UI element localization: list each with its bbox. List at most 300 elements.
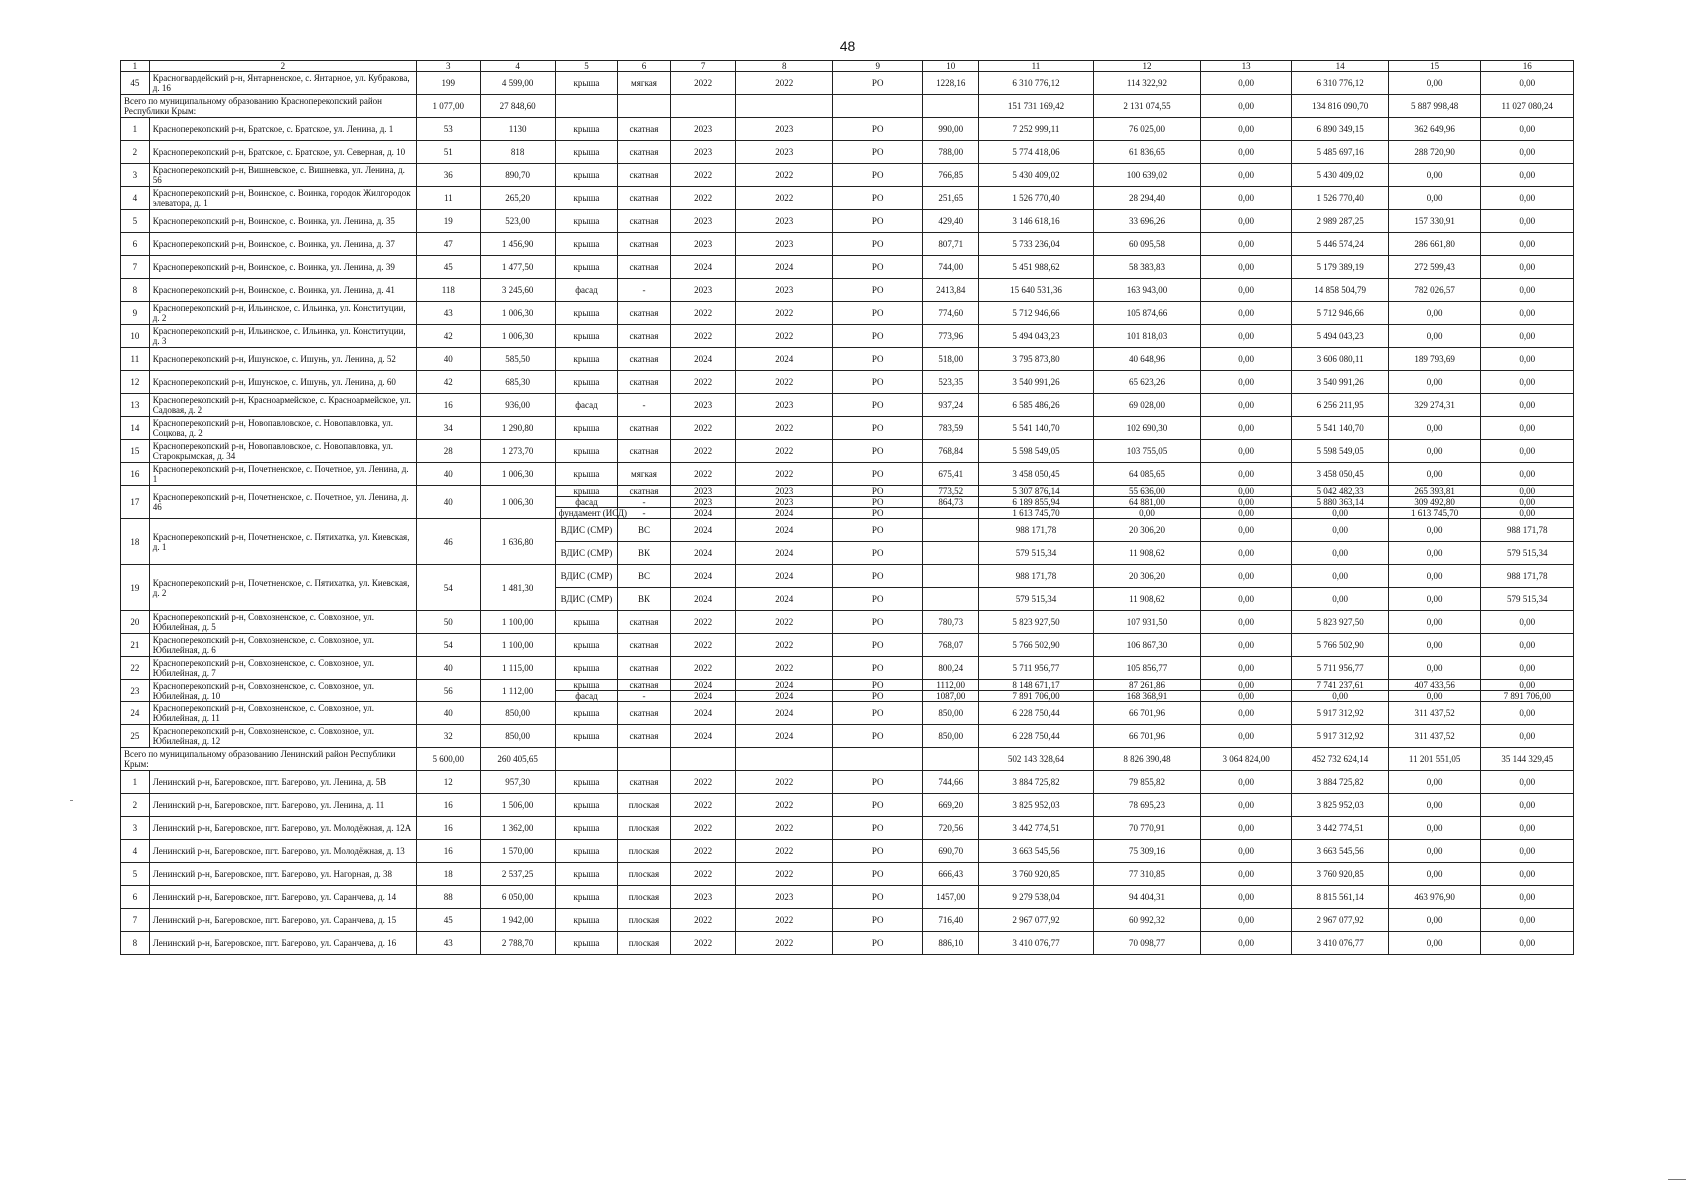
table-cell: 1 006,30 [480,486,555,519]
table-cell: 0,00 [1200,325,1291,348]
address-cell: Красноперекопский р-н, Вишневское, с. Вишневка, ул. Ленина, д. 56 [149,164,416,187]
table-row [121,657,1574,680]
column-number: 5 [555,61,618,72]
table-cell: 429,40 [923,210,978,233]
table-cell: 850,00 [480,725,555,748]
table-cell: 54 [416,565,480,611]
table-cell: 0,00 [1481,725,1574,748]
table-cell: 3 760 920,85 [978,863,1093,886]
table-cell: 7 891 706,00 [978,691,1093,702]
table-cell: 78 695,23 [1094,794,1201,817]
table-cell: 0,00 [1481,233,1574,256]
table-cell: РО [833,72,923,95]
row-number: 13 [121,394,150,417]
address-cell: Красноперекопский р-н, Братское, с. Братское, ул. Северная, д. 10 [149,141,416,164]
table-cell: 2 131 074,55 [1094,95,1201,118]
table-cell: 1 636,80 [480,519,555,565]
row-number: 1 [121,771,150,794]
table-cell: 5 917 312,92 [1292,725,1389,748]
table-cell: 40 [416,463,480,486]
table-cell: 5 541 140,70 [1292,417,1389,440]
table-cell: 102 690,30 [1094,417,1201,440]
table-cell: 0,00 [1481,932,1574,955]
table-cell: 1 477,50 [480,256,555,279]
address-cell: Красноперекопский р-н, Совхозненское, с. Совхозное, ул. Юбилейная, д. 5 [149,611,416,634]
table-cell: плоская [618,932,670,955]
row-number: 8 [121,279,150,302]
table-cell: плоская [618,886,670,909]
table-cell: 11 908,62 [1094,542,1201,565]
address-cell: Красноперекопский р-н, Почетненское, с. Пятихатка, ул. Киевская, д. 2 [149,565,416,611]
table-cell: 5 880 363,14 [1292,497,1389,508]
row-number: 23 [121,680,150,702]
table-cell: 744,66 [923,771,978,794]
table-cell: 3 442 774,51 [1292,817,1389,840]
table-cell: крыша [555,141,618,164]
table-cell: 87 261,86 [1094,680,1201,691]
table-cell: 1 006,30 [480,463,555,486]
table-cell: фасад [555,279,618,302]
table-cell: 0,00 [1200,371,1291,394]
table-cell: 850,00 [923,702,978,725]
table-cell: 251,65 [923,187,978,210]
table-cell: 3 825 952,03 [1292,794,1389,817]
repair-program-table [120,60,1574,955]
table-cell: 15 640 531,36 [978,279,1093,302]
table-cell: 5 823 927,50 [978,611,1093,634]
table-cell: 0,00 [1481,702,1574,725]
table-cell: РО [833,233,923,256]
table-row [121,210,1574,233]
table-cell: 362 649,96 [1388,118,1480,141]
table-cell: 2023 [736,141,833,164]
header-row [121,61,1574,72]
table-cell: 2022 [736,72,833,95]
table-cell: 0,00 [1200,680,1291,691]
address-cell: Красноперекопский р-н, Совхозненское, с. Совхозное, ул. Юбилейная, д. 11 [149,702,416,725]
table-cell: 0,00 [1481,771,1574,794]
table-cell: 2022 [670,371,736,394]
table-row [121,886,1574,909]
table-cell: 311 437,52 [1388,725,1480,748]
table-cell: 0,00 [1200,702,1291,725]
table-cell: 27 848,60 [480,95,555,118]
table-cell: 2 967 077,92 [978,909,1093,932]
row-number: 2 [121,794,150,817]
table-row [121,233,1574,256]
table-cell: 2022 [670,840,736,863]
table-row [121,680,1574,691]
address-cell: Красноперекопский р-н, Ильинское, с. Ильинка, ул. Конституции, д. 3 [149,325,416,348]
table-cell: 0,00 [1388,691,1480,702]
table-row [121,634,1574,657]
table-cell: 45 [416,256,480,279]
table-cell: 2022 [670,302,736,325]
row-number: 7 [121,909,150,932]
table-cell: 0,00 [1200,348,1291,371]
table-cell: 0,00 [1481,886,1574,909]
table-cell: РО [833,657,923,680]
table-cell: 14 858 504,79 [1292,279,1389,302]
table-cell: - [618,691,670,702]
table-cell: 45 [416,909,480,932]
table-cell: 0,00 [1388,794,1480,817]
address-cell: Красноперекопский р-н, Новопавловское, с. Новопавловка, ул. Старокрымская, д. 34 [149,440,416,463]
table-cell: РО [833,565,923,588]
table-cell: 5 733 236,04 [978,233,1093,256]
table-cell: мягкая [618,72,670,95]
address-cell: Ленинский р-н, Багеровское, пгт. Багерово, ул. Ленина, д. 11 [149,794,416,817]
table-cell: 0,00 [1292,519,1389,542]
table-cell: 3 410 076,77 [1292,932,1389,955]
table-cell: 0,00 [1481,256,1574,279]
table-cell: 43 [416,932,480,955]
column-number: 11 [978,61,1093,72]
table-cell: 1 006,30 [480,302,555,325]
table-cell: 28 294,40 [1094,187,1201,210]
row-number: 24 [121,702,150,725]
table-cell: 2023 [670,118,736,141]
table-cell: 65 623,26 [1094,371,1201,394]
table-cell: РО [833,909,923,932]
table-cell: 2024 [670,565,736,588]
table-cell: 61 836,65 [1094,141,1201,164]
total-label: Всего по муниципальному образованию Красноперекопский район Республики Крым: [121,95,417,118]
table-cell: 579 515,34 [1481,542,1574,565]
table-cell: 3 760 920,85 [1292,863,1389,886]
table-cell: 0,00 [1388,72,1480,95]
table-cell: 60 095,58 [1094,233,1201,256]
table-row [121,565,1574,588]
table-cell: 0,00 [1388,463,1480,486]
table-row [121,817,1574,840]
table-cell: 35 144 329,45 [1481,748,1574,771]
table-cell: 2022 [736,371,833,394]
table-cell: 94 404,31 [1094,886,1201,909]
table-cell: плоская [618,817,670,840]
table-cell: 88 [416,886,480,909]
table-cell: 0,00 [1200,909,1291,932]
table-cell: 2022 [736,611,833,634]
column-number: 8 [736,61,833,72]
table-cell: 0,00 [1292,691,1389,702]
table-cell: 0,00 [1388,519,1480,542]
table-cell: 1 100,00 [480,611,555,634]
empty-cell [555,748,618,771]
address-cell: Красноперекопский р-н, Ишунское, с. Ишунь, ул. Ленина, д. 60 [149,371,416,394]
table-cell: 744,00 [923,256,978,279]
table-cell: 0,00 [1200,187,1291,210]
table-cell: РО [833,508,923,519]
table-cell: 5 042 482,33 [1292,486,1389,497]
edge-dash [1668,1179,1686,1180]
table-cell: РО [833,440,923,463]
row-number: 18 [121,519,150,565]
table-cell: 2023 [670,497,736,508]
column-number: 7 [670,61,736,72]
table-cell: 2023 [736,233,833,256]
row-number: 8 [121,932,150,955]
table-cell: 0,00 [1094,508,1201,519]
table-cell: 3 245,60 [480,279,555,302]
row-number: 16 [121,463,150,486]
table-cell: крыша [555,680,618,691]
table-cell: 19 [416,210,480,233]
table-cell: 69 028,00 [1094,394,1201,417]
table-cell: крыша [555,72,618,95]
empty-cell [833,95,923,118]
table-cell: 0,00 [1200,256,1291,279]
table-cell: 6 890 349,15 [1292,118,1389,141]
table-cell: 2024 [670,348,736,371]
table-cell: 0,00 [1292,565,1389,588]
table-cell: 2022 [670,634,736,657]
table-cell: 2024 [736,691,833,702]
table-cell: 2023 [736,210,833,233]
table-cell: - [618,497,670,508]
table-cell: крыша [555,657,618,680]
table-cell: крыша [555,210,618,233]
table-cell: 1130 [480,118,555,141]
table-cell: 0,00 [1292,542,1389,565]
table-cell: 0,00 [1388,417,1480,440]
table-cell: 936,00 [480,394,555,417]
table-cell: 2022 [736,932,833,955]
table-cell: 1 613 745,70 [1388,508,1480,519]
table-cell: 3 458 050,45 [978,463,1093,486]
table-cell: 2022 [670,72,736,95]
address-cell: Ленинский р-н, Багеровское, пгт. Багерово, ул. Нагорная, д. 38 [149,863,416,886]
table-cell: 0,00 [1200,394,1291,417]
column-number: 12 [1094,61,1201,72]
table-cell: 0,00 [1481,325,1574,348]
table-cell: скатная [618,440,670,463]
table-cell: 5 541 140,70 [978,417,1093,440]
table-cell: 1 006,30 [480,325,555,348]
table-cell: 2023 [736,279,833,302]
table-cell: 2022 [736,440,833,463]
table-row [121,118,1574,141]
table-cell: 0,00 [1481,417,1574,440]
table-cell: 773,52 [923,486,978,497]
table-cell: 0,00 [1200,588,1291,611]
row-number: 3 [121,817,150,840]
table-cell: 2024 [670,702,736,725]
table-cell: 42 [416,325,480,348]
table-cell: 0,00 [1481,657,1574,680]
table-cell: 118 [416,279,480,302]
table-cell: РО [833,187,923,210]
table-cell: 5 485 697,16 [1292,141,1389,164]
table-cell: крыша [555,233,618,256]
table-cell: 105 874,66 [1094,302,1201,325]
table-cell: 1 112,00 [480,680,555,702]
table-cell: крыша [555,794,618,817]
table-cell: фасад [555,691,618,702]
table-cell: РО [833,542,923,565]
table-cell: крыша [555,771,618,794]
table-cell: 40 [416,702,480,725]
address-cell: Красноперекопский р-н, Новопавловское, с. Новопавловка, ул. Соцкова, д. 2 [149,417,416,440]
column-number: 4 [480,61,555,72]
table-cell: 0,00 [1388,657,1480,680]
table-cell: 6 228 750,44 [978,725,1093,748]
table-cell: скатная [618,702,670,725]
table-cell: 2022 [736,817,833,840]
table-cell: 5 446 574,24 [1292,233,1389,256]
empty-cell [736,748,833,771]
table-cell: РО [833,794,923,817]
table-cell: 36 [416,164,480,187]
table-cell: 807,71 [923,233,978,256]
table-cell: 0,00 [1481,508,1574,519]
table-cell: крыша [555,371,618,394]
column-number: 15 [1388,61,1480,72]
table-cell: 0,00 [1200,497,1291,508]
table-cell: 16 [416,840,480,863]
table-cell: 1 613 745,70 [978,508,1093,519]
column-number: 3 [416,61,480,72]
table-cell: РО [833,256,923,279]
column-number: 14 [1292,61,1389,72]
column-number: 2 [149,61,416,72]
table-cell: 2022 [670,657,736,680]
table-cell: РО [833,371,923,394]
table-cell: 2022 [670,817,736,840]
row-number: 1 [121,118,150,141]
table-cell: 2024 [736,725,833,748]
column-number: 1 [121,61,150,72]
table-cell: 523,00 [480,210,555,233]
table-cell: 199 [416,72,480,95]
table-cell: 0,00 [1200,794,1291,817]
table-cell: 2023 [670,394,736,417]
table-cell: 690,70 [923,840,978,863]
table-cell: 2023 [670,210,736,233]
table-cell: 3 606 080,11 [1292,348,1389,371]
table-cell: 2024 [736,565,833,588]
table-cell: 20 306,20 [1094,519,1201,542]
table-cell: 272 599,43 [1388,256,1480,279]
table-cell: 66 701,96 [1094,702,1201,725]
table-cell: 77 310,85 [1094,863,1201,886]
table-cell: 2023 [670,279,736,302]
address-cell: Ленинский р-н, Багеровское, пгт. Багерово, ул. Саранчева, д. 16 [149,932,416,955]
table-cell: 3 458 050,45 [1292,463,1389,486]
address-cell: Красноперекопский р-н, Воинское, с. Воинка, городок Жилгородок элеватора, д. 1 [149,187,416,210]
table-cell: скатная [618,187,670,210]
table-cell: крыша [555,702,618,725]
address-cell: Красноперекопский р-н, Братское, с. Братское, ул. Ленина, д. 1 [149,118,416,141]
address-cell: Красноперекопский р-н, Красноармейское, с. Красноармейское, ул. Садовая, д. 2 [149,394,416,417]
table-cell: 2022 [670,440,736,463]
table-cell: 3 795 873,80 [978,348,1093,371]
table-cell: 47 [416,233,480,256]
table-cell: 502 143 328,64 [978,748,1093,771]
table-cell: 5 598 549,05 [978,440,1093,463]
column-number: 9 [833,61,923,72]
table-cell: 2022 [736,909,833,932]
table-cell: 2022 [736,657,833,680]
table-cell: 1 077,00 [416,95,480,118]
table-cell: 2022 [670,187,736,210]
address-cell: Красноперекопский р-н, Совхозненское, с. Совхозное, ул. Юбилейная, д. 10 [149,680,416,702]
table-cell: РО [833,164,923,187]
table-cell: 101 818,03 [1094,325,1201,348]
table-cell: крыша [555,634,618,657]
table-cell: фасад [555,394,618,417]
table-cell: 100 639,02 [1094,164,1201,187]
table-row [121,440,1574,463]
table-cell: 407 433,56 [1388,680,1480,691]
table-cell: РО [833,932,923,955]
address-cell: Ленинский р-н, Багеровское, пгт. Багерово, ул. Саранчева, д. 14 [149,886,416,909]
row-number: 7 [121,256,150,279]
table-cell: 0,00 [1388,863,1480,886]
row-number: 11 [121,348,150,371]
table-cell: 5 600,00 [416,748,480,771]
table-row [121,486,1574,497]
table-cell: скатная [618,118,670,141]
table-cell: РО [833,463,923,486]
table-cell: 2 788,70 [480,932,555,955]
table-cell: крыша [555,932,618,955]
row-number: 45 [121,72,150,95]
table-cell: 864,73 [923,497,978,508]
row-number: 6 [121,886,150,909]
table-cell: РО [833,691,923,702]
table-cell: 2024 [736,542,833,565]
table-cell: 0,00 [1388,440,1480,463]
table-row [121,417,1574,440]
table-cell: 3 064 824,00 [1200,748,1291,771]
table-cell: 75 309,16 [1094,840,1201,863]
table-cell: 53 [416,118,480,141]
column-number: 6 [618,61,670,72]
table-cell [923,508,978,519]
row-number: 21 [121,634,150,657]
table-cell: 0,00 [1388,909,1480,932]
table-cell: 768,07 [923,634,978,657]
table-cell: крыша [555,417,618,440]
table-cell: ВС [618,565,670,588]
table-cell: 774,60 [923,302,978,325]
table-cell: 2022 [670,463,736,486]
table-cell: 3 663 545,56 [1292,840,1389,863]
table-cell: РО [833,886,923,909]
table-cell: 2024 [736,588,833,611]
table-cell: 579 515,34 [978,588,1093,611]
table-cell: 2022 [670,164,736,187]
table-cell: ВК [618,588,670,611]
table-cell: 5 887 998,48 [1388,95,1480,118]
table-cell: 12 [416,771,480,794]
row-number: 19 [121,565,150,611]
table-cell: РО [833,519,923,542]
table-cell: 0,00 [1200,932,1291,955]
table-cell: 0,00 [1388,840,1480,863]
table-cell: скатная [618,657,670,680]
table-cell: 5 494 043,23 [1292,325,1389,348]
table-cell: скатная [618,634,670,657]
table-cell: 28 [416,440,480,463]
table-cell: 76 025,00 [1094,118,1201,141]
table-cell: крыша [555,725,618,748]
table-cell: 42 [416,371,480,394]
address-cell: Красноперекопский р-н, Воинское, с. Воинка, ул. Ленина, д. 37 [149,233,416,256]
table-cell: 782 026,57 [1388,279,1480,302]
table-cell: 666,43 [923,863,978,886]
